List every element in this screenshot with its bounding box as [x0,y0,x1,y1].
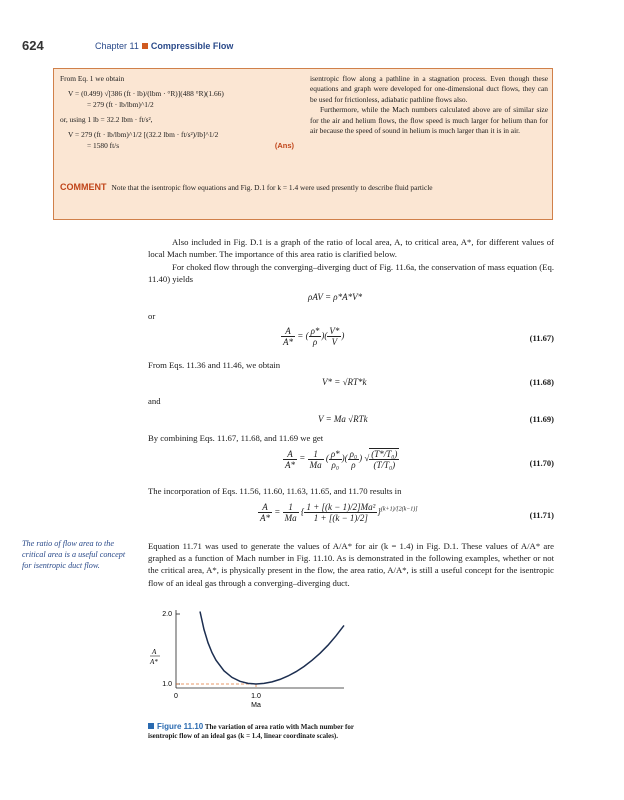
main-paragraph-1: Also included in Fig. D.1 is a graph of the ratio of local area, A, to critical area, A*, for different values of local Mach number. The importance of this area ratio is clarified below. [148,237,554,260]
box-equation-2: V = 279 (ft · lb/lbm)^1/2 [(32.2 lbm · ft/s²)/lb]^1/2 [68,130,219,139]
box-equation-1b: = 279 (ft · lb/lbm)^1/2 [87,100,154,109]
equation-11-71 [148,502,554,532]
equation-rav-body: ρAV = ρ*A*V* [308,292,363,302]
x-tick-left: 0 [174,693,178,700]
text-or: or [148,311,156,321]
x-label: Ma [251,702,261,709]
equation-11-70-body: $\frac{A}{A*}$ = $\frac{1}{Ma}$ ( $\frac{\rho*}{\text{ρ₀}}$ )( $\frac{\text{ρ₀}}{\rho}$ ) √ $\frac{\text{(T*/T₀)}}{\text{(T/T₀)}}$ [285,448,398,470]
box-right-paragraph-2: Furthermore, while the Mach numbers calculated above are of similar size for the air and helium flows, the flow speed is much larger for helium than for air because the speed of sound in helium is much larger than it is in air. [310,105,548,136]
figure-caption [148,722,368,741]
chapter-label [95,41,233,51]
square-icon [142,43,148,49]
square-icon [148,723,154,729]
box-equation-2b-row [60,141,300,152]
box-equation-2b: = 1580 ft/s [87,141,120,150]
page-number: 624 [22,38,44,53]
figure-caption-text: The variation of area ratio with Mach number for isentropic flow of an ideal gas (k = 1.4, linear coordinate scales). [148,723,354,741]
main-paragraph-3: Equation 11.71 was used to generate the values of A/A* for air (k = 1.4) in Fig. D.1. These values of A/A* are graphed as a function of Mach number in Fig. 11.10. As is demonstrated in the following examples, whether or not the critical area, A*, is physically present in the flow, the area ratio, A/A*, is still a useful concept for the isentropic flow of an ideal gas through a converging–diverging duct. [148,541,554,588]
equation-rav [148,292,554,308]
example-left-column [60,74,300,152]
equation-11-68 [148,377,554,393]
equation-11-69 [148,414,554,430]
comment-text: Note that the isentropic flow equations and Fig. D.1 for k = 1.4 were used presently to describe fluid particle [111,183,433,192]
frac-rho: $\frac{\rho*}{\rho}$ [310,326,320,347]
text-incorporation: The incorporation of Eqs. 11.56, 11.60, 11.63, 11.65, and 11.70 results in [148,486,402,496]
example-box [53,68,553,220]
figure-label: Figure 11.10 [157,722,204,731]
frac-v: $\frac{V*}{V}$ [329,326,340,347]
equation-11-71-body: $\frac{A}{A*}$ = $\frac{1}{Ma}$ { $\frac{\text{1 + [(k − 1)/2]Ma²}}{1 + [(k - 1)/2]}$ }$^{(k+1)/[2(k-1)]}$ [260,502,418,523]
equation-11-69-body: V = Ma √RTk [318,414,368,424]
equation-number-11-67: (11.67) [529,333,554,343]
box-right-paragraph-1: isentropic flow along a pathline in a stagnation process. Even though these equations and graph were developed for one-dimensional duct flows, they can be used for frictionless, adiabatic pathline flows also. [310,74,548,104]
equation-11-70 [148,448,554,482]
text-combining: By combining Eqs. 11.67, 11.68, and 11.69 we get [148,433,324,443]
equation-number-11-70: (11.70) [529,458,554,468]
equation-11-68-body: V* = √RT*k [322,377,367,387]
main-paragraph-2: For choked flow through the converging–diverging duct of Fig. 11.6a, the conservation of mass equation (Eq. 11.40) yields [148,262,554,285]
text-and: and [148,396,161,406]
equation-11-67-body: $\frac{A}{A*}$ = ( $\frac{\rho*}{\rho}$ )( $\frac{V*}{V}$ ) [283,326,345,347]
chapter-number: Chapter 11 [95,41,139,51]
y-label-num: A [152,648,157,656]
equation-number-11-68: (11.68) [529,377,554,387]
y-tick-bottom: 1.0 [162,681,172,688]
box-or-using: or, using 1 lb = 32.2 lbm · ft/s², [60,115,153,124]
text-from-eqs: From Eqs. 11.36 and 11.46, we obtain [148,360,281,370]
x-tick-mid: 1.0 [251,693,261,700]
margin-note: The ratio of flow area to the critical area is a useful concept for isentropic duct flow. [22,539,126,570]
area-ratio-curve [200,612,344,685]
example-right-column [310,74,548,136]
equation-11-67 [148,326,554,352]
box-intro: From Eq. 1 we obtain [60,74,125,83]
box-equation-1: V = (0.499) √[386 (ft · lb)/(lbm · °R)](488 °R)(1.66) [68,89,224,98]
y-label-den: A* [150,658,158,666]
chapter-title: Compressible Flow [150,41,234,51]
frac-a-astar: $\frac{A}{A*}$ [283,326,293,347]
comment-row [60,182,550,193]
y-tick-top: 2.0 [162,611,172,618]
answer-tag: (Ans) [274,141,294,150]
equation-number-11-69: (11.69) [529,414,554,424]
equation-number-11-71: (11.71) [529,510,554,520]
area-ratio-chart [148,606,348,721]
comment-tag: COMMENT [60,182,107,192]
